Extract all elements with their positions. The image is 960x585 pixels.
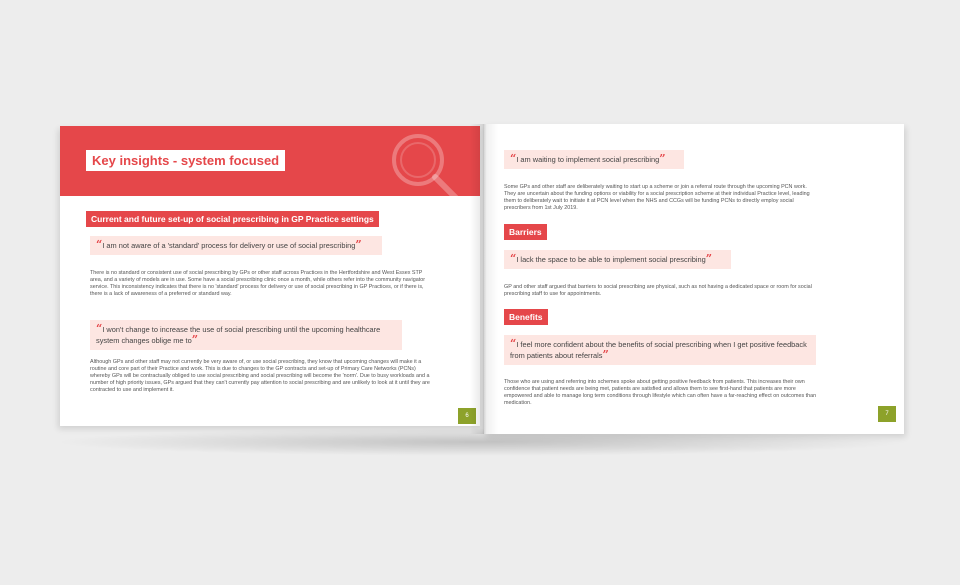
close-quote-mark: ”	[191, 333, 199, 346]
header-banner	[60, 126, 480, 196]
open-quote-mark: “	[510, 152, 517, 165]
open-quote-mark: “	[510, 252, 517, 265]
quote-text: I feel more confident about the benefits of social prescribing when I get positive feedback from patients about referrals	[510, 340, 807, 360]
page-title: Key insights - system focused	[86, 150, 285, 171]
close-quote-mark: ”	[659, 152, 666, 165]
magnifying-glass-icon	[378, 126, 468, 196]
open-quote-mark: “	[510, 337, 517, 350]
pull-quote	[504, 250, 731, 269]
section-heading-benefits: Benefits	[504, 309, 548, 325]
close-quote-mark: ”	[705, 252, 713, 265]
close-quote-mark: ”	[602, 348, 609, 361]
section-heading-barriers: Barriers	[504, 224, 547, 240]
left-page	[60, 126, 480, 426]
page-number: 7	[878, 406, 896, 422]
pull-quote	[90, 236, 382, 255]
body-paragraph: Those who are using and referring into schemes spoke about getting positive feedback from patients. This increases their own confidence that patient needs are being met, patients are satisfied and allows them to see first-hand that patients are more empowered and able to manage long term conditions through lifestyle which can often have a far-reaching effect on outcomes than medication.	[504, 379, 817, 406]
open-quote-mark: “	[96, 322, 103, 335]
open-quote-mark: “	[96, 238, 103, 251]
body-paragraph: Although GPs and other staff may not currently be very aware of, or use social prescribing, they know that upcoming changes will make it a routine and core part of their Practice and work. This is due to changes to the GP contracts and set-up of Primary Care Networks (PCNs) whereby GPs will be contractually obliged to use social prescribing and social prescribing will become the 'norm'. Due to busy workloads and a number of high priority issues, GPs argued that they can't currently pay attention to social prescribing and are unlikely to look at it until they are contracted to use and implement it.	[90, 359, 430, 393]
body-paragraph: Some GPs and other staff are deliberately waiting to start up a scheme or join a referral route through the upcoming PCN work. They are uncertain about the funding options or viability for a social prescription scheme at their individual Practice level, leading them to deliberately wait to initiate it at PCN level when the NHS and CCGs will be funding PCNs to directly employ social prescribers from 1st July 2019.	[504, 184, 810, 211]
pull-quote	[504, 150, 684, 169]
pull-quote	[504, 335, 816, 365]
page-number: 6	[458, 408, 476, 424]
section-heading: Current and future set-up of social prescribing in GP Practice settings	[86, 211, 379, 227]
quote-text: I am waiting to implement social prescribing	[516, 155, 660, 164]
quote-text: I lack the space to be able to implement social prescribing	[516, 255, 706, 264]
right-page	[484, 124, 904, 434]
quote-text: I am not aware of a 'standard' process for delivery or use of social prescribing	[102, 241, 356, 250]
close-quote-mark: ”	[355, 238, 362, 251]
pull-quote	[90, 320, 402, 350]
quote-text: I won't change to increase the use of social prescribing until the upcoming healthcare system changes oblige me to	[96, 325, 381, 345]
body-paragraph: There is no standard or consistent use of social prescribing by GPs or other staff across Practices in the Hertfordshire and West Essex STP area, and a variety of models are in use. Some have a social prescribing clinic once a month, while others refer into the community navigator service. This inconsistency indicates that there is no 'standard' process for delivery or use of social prescribing in GP Practices, or if there is, there is a lack of awareness of a preferred or standard way.	[90, 270, 425, 297]
body-paragraph: GP and other staff argued that barriers to social prescribing are physical, such as not having a dedicated space or room for social prescribing staff to use for appointments.	[504, 284, 812, 297]
